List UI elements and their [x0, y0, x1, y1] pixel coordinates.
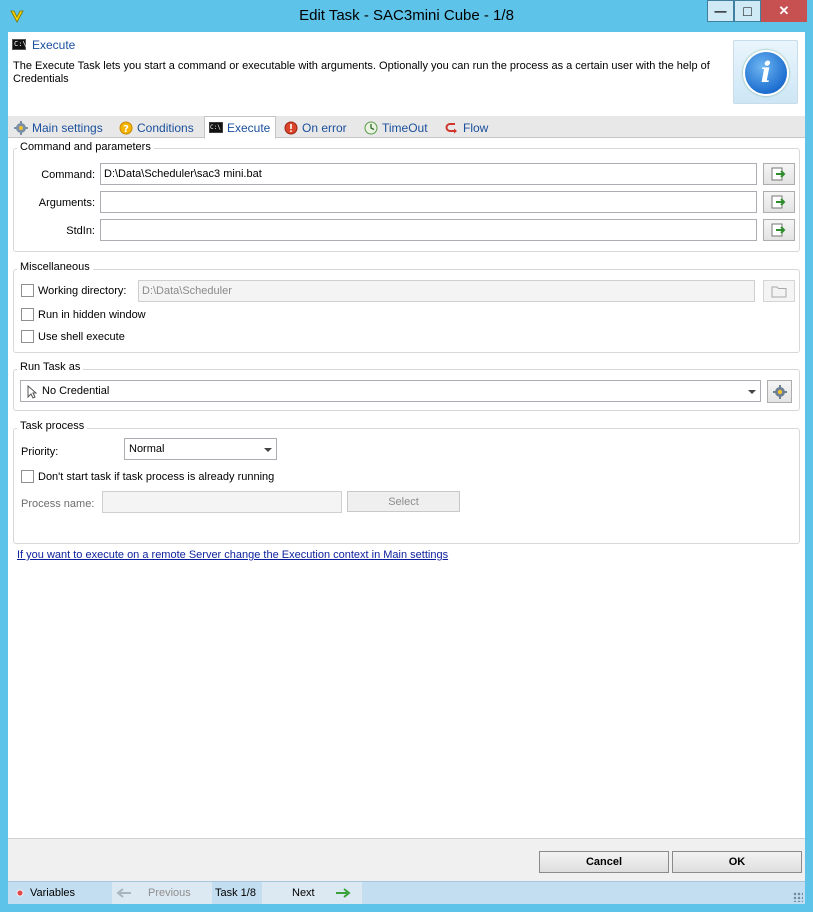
task-process-group-title: Task process — [17, 420, 87, 432]
insert-variable-icon — [771, 223, 787, 237]
question-icon — [119, 121, 133, 135]
credential-select[interactable] — [20, 380, 761, 402]
browse-folder-button[interactable] — [763, 280, 795, 302]
tab-label: On error — [302, 120, 347, 135]
insert-variable-icon — [771, 167, 787, 181]
next-button[interactable] — [262, 882, 362, 904]
command-insert-button[interactable] — [763, 163, 795, 185]
section-title: Execute — [32, 38, 76, 52]
command-label: Command: — [41, 169, 95, 181]
tab-execute[interactable] — [204, 116, 276, 139]
stdin-insert-button[interactable] — [763, 219, 795, 241]
arrow-right-icon — [335, 888, 351, 898]
select-process-button[interactable]: Select — [347, 491, 460, 512]
svg-text:?: ? — [123, 123, 129, 135]
process-name-field[interactable] — [102, 491, 342, 513]
error-icon — [284, 121, 298, 135]
close-icon: ✕ — [778, 3, 790, 18]
console-icon — [209, 121, 223, 135]
task-counter: Task 1/8 — [215, 887, 256, 899]
title-bar — [0, 0, 813, 32]
clock-icon — [364, 121, 378, 135]
minimize-icon: — — [714, 4, 727, 18]
working-directory-label: Working directory: — [38, 285, 127, 297]
info-icon — [733, 40, 798, 104]
priority-select[interactable] — [124, 438, 277, 460]
minimize-button[interactable] — [707, 0, 734, 22]
console-icon: C:\ — [14, 40, 27, 48]
dont-start-label: Don't start task if task process is already running — [38, 471, 275, 483]
cursor-icon — [27, 385, 37, 399]
info-glyph: i — [760, 56, 772, 89]
variables-label: Variables — [30, 887, 76, 899]
flow-icon — [445, 121, 459, 135]
hidden-window-label: Run in hidden window — [38, 309, 146, 321]
previous-label: Previous — [148, 887, 191, 899]
section-description: The Execute Task lets you start a command or executable with arguments. Optionally you can run the process as a certain user with the help of Credentials — [13, 60, 710, 85]
tab-label: TimeOut — [382, 120, 428, 135]
tab-main-settings[interactable] — [10, 117, 115, 138]
window-title: Edit Task - SAC3mini Cube - 1/8 — [299, 7, 514, 24]
status-bar — [8, 881, 805, 904]
insert-variable-icon — [771, 195, 787, 209]
command-group-title: Command and parameters — [17, 141, 154, 153]
remote-execution-link[interactable]: If you want to execute on a remote Server change the Execution context in Main settings — [17, 549, 449, 561]
hidden-window-checkbox[interactable] — [21, 308, 34, 321]
folder-icon — [771, 285, 787, 298]
variables-button[interactable] — [16, 882, 75, 904]
gear-icon — [772, 384, 788, 400]
tab-label: Main settings — [32, 120, 103, 135]
ok-button[interactable]: OK — [672, 851, 802, 873]
tab-on-error[interactable] — [280, 117, 355, 138]
tab-label: Conditions — [137, 120, 194, 135]
tab-conditions[interactable] — [115, 117, 203, 138]
cancel-button[interactable]: Cancel — [539, 851, 669, 873]
command-field[interactable]: D:\Data\Scheduler\sac3 mini.bat — [100, 163, 757, 185]
credential-value: No Credential — [42, 385, 110, 397]
run-as-group-title: Run Task as — [17, 361, 83, 373]
tab-flow[interactable] — [441, 117, 501, 138]
arguments-field[interactable] — [100, 191, 757, 213]
arguments-insert-button[interactable] — [763, 191, 795, 213]
stdin-field[interactable] — [100, 219, 757, 241]
variables-icon — [16, 889, 24, 897]
svg-text:C:\: C:\ — [210, 124, 221, 131]
working-directory-field[interactable]: D:\Data\Scheduler — [138, 280, 755, 302]
resize-grip-icon[interactable] — [793, 892, 803, 902]
process-name-label: Process name: — [21, 498, 95, 510]
shell-execute-checkbox[interactable] — [21, 330, 34, 343]
dialog-client-area — [8, 32, 805, 904]
arguments-label: Arguments: — [38, 197, 95, 209]
stdin-label: StdIn: — [66, 225, 95, 237]
maximize-button[interactable] — [734, 0, 761, 22]
chevron-down-icon — [264, 448, 272, 452]
gear-icon — [14, 121, 28, 135]
maximize-icon: □ — [743, 3, 752, 19]
tab-label: Execute — [227, 120, 271, 135]
priority-label: Priority: — [21, 446, 59, 458]
priority-value: Normal — [129, 443, 165, 455]
arrow-left-icon — [116, 888, 132, 898]
dont-start-checkbox[interactable] — [21, 470, 34, 483]
tab-label: Flow — [463, 120, 489, 135]
working-directory-checkbox[interactable] — [21, 284, 34, 297]
credential-settings-button[interactable] — [767, 380, 792, 403]
tab-timeout[interactable] — [360, 117, 438, 138]
next-label: Next — [292, 887, 315, 899]
chevron-down-icon — [748, 390, 756, 394]
dialog-button-bar — [8, 839, 805, 881]
tab-strip — [8, 116, 805, 138]
previous-button[interactable] — [112, 882, 212, 904]
close-button[interactable] — [761, 0, 807, 22]
shell-execute-label: Use shell execute — [38, 331, 125, 343]
misc-group-title: Miscellaneous — [17, 261, 93, 273]
